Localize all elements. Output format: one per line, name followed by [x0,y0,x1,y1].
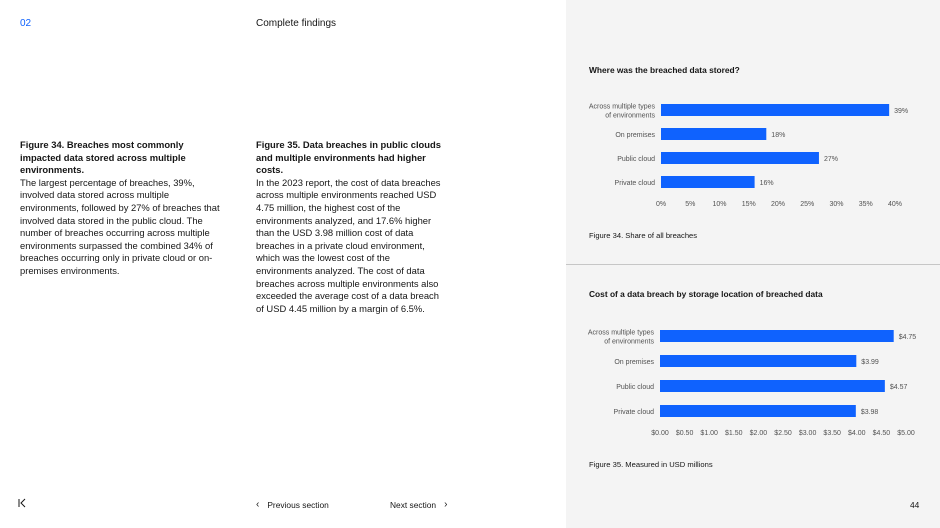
chevron-right-icon: › [444,499,448,510]
tick-label: 25% [800,201,815,208]
tick-label: $1.50 [725,430,743,437]
first-page-icon[interactable] [18,498,26,511]
tick-label: 15% [741,201,756,208]
figure34-description [20,139,220,278]
category-label: of environments [604,338,654,346]
chart35-title: Cost of a data breach by storage location of breached data [589,289,823,299]
section-title: Complete findings [256,18,337,29]
tick-label: $5.00 [897,430,915,437]
bar [660,330,894,342]
tick-label: 20% [770,201,786,208]
tick-label: 5% [685,201,696,208]
figure34-heading: Figure 34. Breaches most commonly impacted data stored across multiple environments. [20,139,186,176]
tick-label: $3.50 [823,430,841,437]
category-label: Private cloud [614,180,655,187]
value-label: $4.75 [898,334,917,341]
tick-label: $3.00 [798,430,817,437]
tick-label: 30% [829,201,844,208]
page-marker: 02 [20,18,32,29]
chart35 [566,320,940,442]
figure35-heading: Figure 35. Data breaches in public clouds and multiple environments had higher costs. [256,139,441,176]
category-label: On premises [614,359,654,366]
chevron-left-icon: ‹ [256,499,260,510]
bar [660,380,885,392]
bar [661,152,819,164]
tick-label: 40% [887,201,903,208]
tick-label: 10% [712,201,727,208]
tick-label: 35% [858,201,873,208]
bar [661,128,766,140]
category-label: Public cloud [617,156,655,163]
category-label: of environments [605,112,655,120]
tick-label: 0% [655,201,667,208]
value-label: $4.57 [889,384,908,391]
value-label: 18% [771,132,786,139]
next-section-label: Next section [390,500,437,510]
tick-label: $2.50 [774,430,792,437]
tick-label: $4.00 [848,430,866,437]
previous-section-label: Previous section [267,500,329,510]
value-label: $3.99 [861,359,879,366]
figure34-body: The largest percentage of breaches, 39%, involved data stored across multiple environments, followed by 27% of breaches that involved data stored in the public cloud. The number of breaches occurring across multiple environments surpassed the combined 34% of breaches occurring only in private cloud or on-premises environments. [20,176,220,276]
chart34-caption: Figure 34. Share of all breaches [589,231,698,240]
figure35-description [256,139,446,315]
category-label: Across multiple types [587,329,654,337]
bar [661,104,889,116]
chart34-title: Where was the breached data stored? [589,65,740,75]
value-label: 39% [894,108,909,115]
category-label: Across multiple types [588,103,655,111]
value-label: 16% [759,180,774,187]
value-label: 27% [823,156,838,163]
tick-label: $1.00 [700,430,718,437]
tick-label: $0.50 [675,430,694,437]
category-label: Public cloud [616,384,654,391]
previous-section-link[interactable] [256,500,329,510]
next-section-link[interactable] [390,500,447,510]
tick-label: $2.00 [749,430,768,437]
chart34 [566,95,940,215]
tick-label: $4.50 [872,430,891,437]
category-label: Private cloud [613,409,654,416]
chart35-caption: Figure 35. Measured in USD millions [589,460,713,469]
figure35-body: In the 2023 report, the cost of data breaches across multiple environments reached USD 4.75 million, the highest cost of the environments analyzed, and 17.6% higher than the USD 3.98 million cost of data breaches in a private cloud environment, which was the lowest cost of the environments analyzed. The cost of data breaches across multiple environments also exceeded the average cost of a data breach of USD 4.45 million by a margin of 6.5%. [256,176,441,314]
value-label: $3.98 [860,409,879,416]
category-label: On premises [615,132,655,139]
page-number: 44 [910,500,920,510]
bar [660,355,856,367]
panel-divider [566,264,940,265]
tick-label: $0.00 [651,430,669,437]
bar [660,405,856,417]
bar [661,176,755,188]
